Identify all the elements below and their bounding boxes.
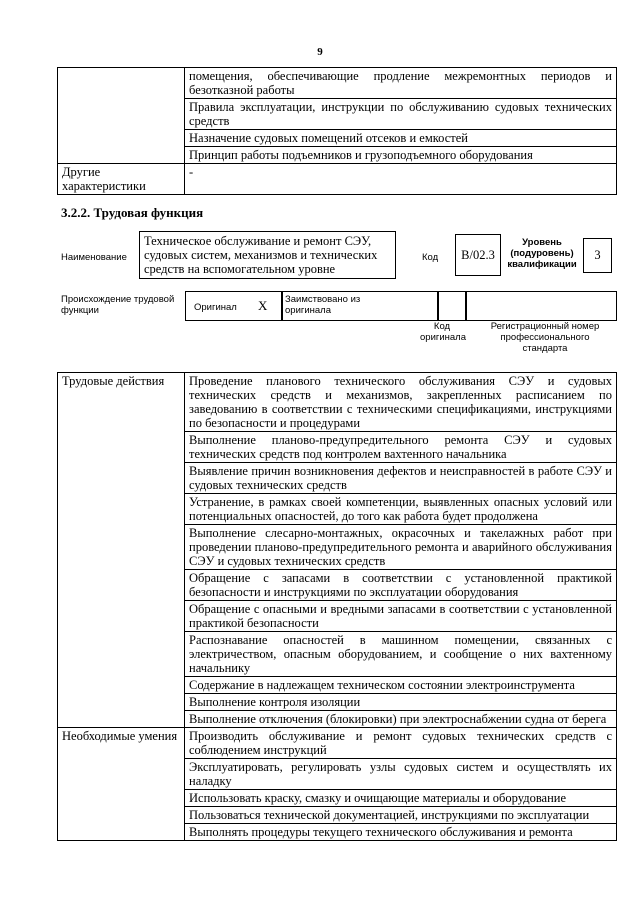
labor-function-table [57, 372, 617, 841]
row-label: Другие характеристики [58, 164, 185, 195]
code-value-box [455, 234, 501, 276]
page-number: 9 [317, 46, 323, 58]
level-label: Уровень (подуровень) квалификации [507, 237, 577, 270]
table-cell: Эксплуатировать, регулировать узлы судовых систем и осуществлять их наладку [185, 759, 617, 790]
table-cell: Выполнение отключения (блокировки) при электроснабжении судна от берега [185, 711, 617, 728]
name-value: Техническое обслуживание и ремонт СЭУ, судовых систем, механизмов и технических средств на вспомогательном уровне [144, 234, 378, 276]
table-cell: Выполнение контроля изоляции [185, 694, 617, 711]
row-label [58, 68, 185, 164]
table-cell: Использовать краску, смазку и очищающие материалы и оборудование [185, 790, 617, 807]
code-original-cell [437, 291, 467, 321]
table-cell: - [185, 164, 617, 195]
original-mark: X [258, 298, 268, 313]
table-cell: Содержание в надлежащем техническом состоянии электроинструмента [185, 677, 617, 694]
skill-row [58, 728, 617, 759]
table-cell: Распознавание опасностей в машинном помещении, связанных с электричеством, опасным оборудованием, и сообщение о них вахтенному начальнику [185, 632, 617, 677]
table-cell: Выполнять процедуры текущего технического обслуживания и ремонта [185, 824, 617, 841]
code-label: Код [422, 252, 439, 263]
table-cell: Выявление причин возникновения дефектов и неисправностей в работе СЭУ и судовых технических средств [185, 463, 617, 494]
row-label: Необходимые умения [58, 728, 185, 841]
level-value: 3 [594, 248, 601, 262]
code-value: B/02.3 [461, 248, 495, 262]
table-cell: Производить обслуживание и ремонт судовых технических средств с соблюдением инструкций [185, 728, 617, 759]
table-cell: Пользоваться технической документацией, инструкциями по эксплуатации [185, 807, 617, 824]
name-value-box [139, 231, 396, 279]
table-cell: Правила эксплуатации, инструкции по обслуживанию судовых технических средств [185, 99, 617, 130]
origin-label: Происхождение трудовой функции [61, 294, 175, 316]
knowledge-continuation-table [57, 67, 617, 195]
table-cell: Обращение с запасами в соответствии с установленной практикой безопасности и инструкциями по эксплуатации оборудования [185, 570, 617, 601]
section-title: 3.2.2. Трудовая функция [61, 205, 204, 220]
reg-number-cell [465, 291, 617, 321]
level-value-box [583, 238, 612, 273]
labor-action-row [58, 373, 617, 432]
name-label: Наименование [61, 252, 127, 263]
row-label: Трудовые действия [58, 373, 185, 728]
table-cell: Проведение планового технического обслуживания СЭУ и судовых технических средств и механизмов, закрепленных расписанием по заведованию в соответствии с техническими спецификациями, инструкциями по безопасности и процедурами [185, 373, 617, 432]
code-original-label: Код оригинала [420, 321, 467, 343]
table-cell: Выполнение слесарно-монтажных, окрасочных и такелажных работ при проведении планово-предупредительного ремонта и аварийного обслуживания СЭУ и судовых технических средств [185, 525, 617, 570]
table-cell: Выполнение планово-предупредительного ремонта СЭУ и судовых технических средств под контролем вахтенного начальника [185, 432, 617, 463]
borrowed-label: Заимствовано из оригинала [285, 294, 361, 316]
table-cell: Принцип работы подъемников и грузоподъемного оборудования [185, 147, 617, 164]
origin-cell-original [185, 291, 283, 321]
table-cell: Обращение с опасными и вредными запасами в соответствии с установленной практикой безопасности [185, 601, 617, 632]
original-label: Оригинал [194, 302, 237, 313]
origin-cell-borrowed [281, 291, 439, 321]
table-cell: Устранение, в рамках своей компетенции, выявленных опасных условий или потенциальных опасностей, до того как работа будет продолжена [185, 494, 617, 525]
reg-number-label: Регистрационный номер профессионального стандарта [490, 321, 600, 354]
table-cell: Назначение судовых помещений отсеков и емкостей [185, 130, 617, 147]
table-cell: помещения, обеспечивающие продление межремонтных периодов и безотказной работы [185, 68, 617, 99]
